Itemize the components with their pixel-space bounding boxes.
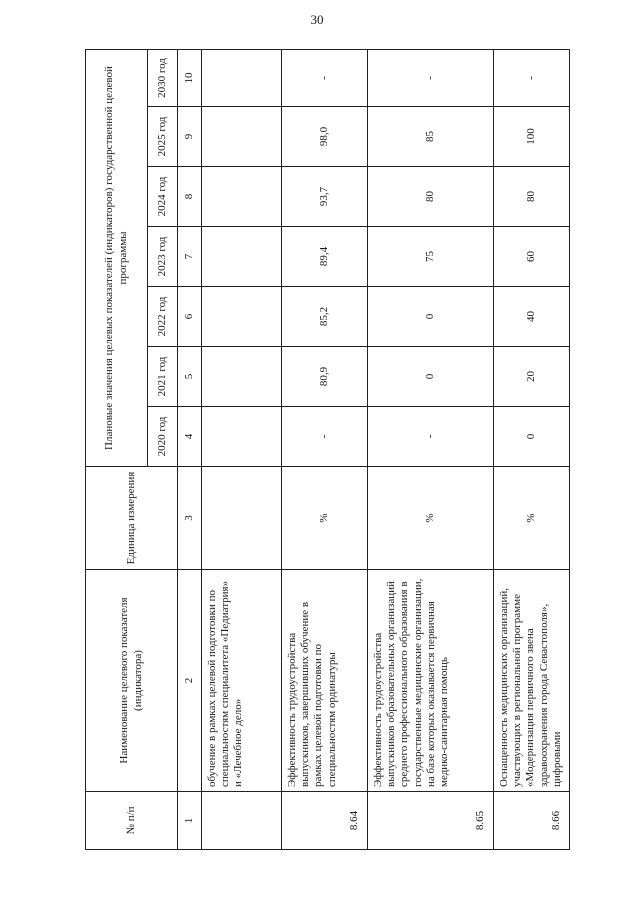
indicator-name: обучение в рамках целевой подготовки по специальностям специалитета «Педиатрия» и «Лечебное дело» [202, 570, 282, 792]
value-cell [202, 347, 282, 407]
year-header: 2020 год [148, 407, 178, 467]
value-cell: - [494, 50, 570, 107]
value-cell: 40 [494, 287, 570, 347]
unit-cell: % [494, 467, 570, 570]
value-cell: 0 [494, 407, 570, 467]
unit-cell: % [282, 467, 368, 570]
header-name: Наименование целевого показателя (индикатора) [86, 570, 178, 792]
header-row [86, 50, 148, 850]
table-row [368, 50, 494, 850]
value-cell: - [282, 407, 368, 467]
table-row [202, 50, 282, 850]
header-unit: Единица измерения [86, 467, 178, 570]
indicators-table [85, 49, 570, 850]
column-number: 8 [178, 167, 202, 227]
value-cell: 100 [494, 107, 570, 167]
page-number: 30 [310, 12, 324, 27]
value-cell: 0 [368, 287, 494, 347]
value-cell: - [368, 407, 494, 467]
column-number: 3 [178, 467, 202, 570]
year-header: 2023 год [148, 227, 178, 287]
column-number-row [178, 50, 202, 850]
value-cell: 89,4 [282, 227, 368, 287]
value-cell: 75 [368, 227, 494, 287]
column-number: 4 [178, 407, 202, 467]
row-number: 8.64 [282, 792, 368, 850]
indicator-name: Эффективность трудоустройства выпускников образовательных организаций среднего профессионального образования в государственные медицинские организации, на базе которых оказывается первичная медико-санитарная помощь [368, 570, 494, 792]
row-number: 8.66 [494, 792, 570, 850]
value-cell: 98,0 [282, 107, 368, 167]
value-cell: 60 [494, 227, 570, 287]
table-row [494, 50, 570, 850]
column-number: 10 [178, 50, 202, 107]
column-number: 1 [178, 792, 202, 850]
value-cell: 20 [494, 347, 570, 407]
value-cell: 0 [368, 347, 494, 407]
year-header: 2025 год [148, 107, 178, 167]
indicator-name: Эффективность трудоустройства выпускников, завершивших обучение в рамках целевой подготовки по специальностям ординатуры [282, 570, 368, 792]
value-cell [202, 167, 282, 227]
row-number [202, 792, 282, 850]
column-number: 5 [178, 347, 202, 407]
year-header: 2030 год [148, 50, 178, 107]
table-row [282, 50, 368, 850]
value-cell: 85,2 [282, 287, 368, 347]
value-cell: 85 [368, 107, 494, 167]
unit-cell: % [368, 467, 494, 570]
header-num: № п/п [86, 792, 178, 850]
year-header: 2022 год [148, 287, 178, 347]
value-cell [202, 407, 282, 467]
value-cell: 80 [494, 167, 570, 227]
column-number: 6 [178, 287, 202, 347]
column-number: 9 [178, 107, 202, 167]
column-number: 2 [178, 570, 202, 792]
header-planned-values: Плановые значения целевых показателей (индикаторов) государственной целевой программы [86, 50, 148, 467]
value-cell: - [282, 50, 368, 107]
year-header: 2021 год [148, 347, 178, 407]
value-cell: - [368, 50, 494, 107]
row-number: 8.65 [368, 792, 494, 850]
unit-cell [202, 467, 282, 570]
value-cell [202, 50, 282, 107]
year-header: 2024 год [148, 167, 178, 227]
rotated-table-container [85, 50, 569, 850]
value-cell [202, 287, 282, 347]
value-cell: 80,9 [282, 347, 368, 407]
value-cell: 80 [368, 167, 494, 227]
value-cell [202, 107, 282, 167]
indicator-name: Оснащенность медицинских организаций, участвующих в региональной программе «Модернизация первичного звена здравоохранения города Севастополя», цифровыми [494, 570, 570, 792]
value-cell [202, 227, 282, 287]
value-cell: 93,7 [282, 167, 368, 227]
column-number: 7 [178, 227, 202, 287]
